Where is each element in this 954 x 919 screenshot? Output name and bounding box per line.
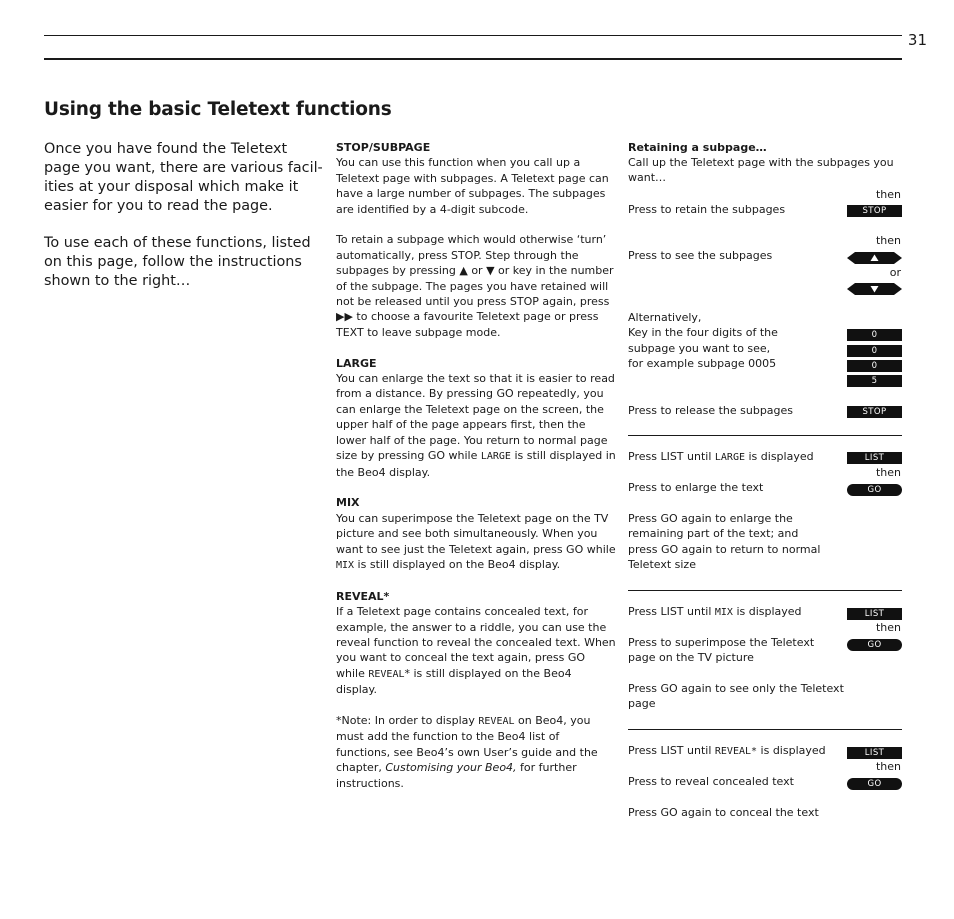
- list-key: LIST: [847, 452, 902, 464]
- then-label: then: [875, 760, 901, 773]
- down-arrow-key: [847, 283, 902, 295]
- section-divider: [628, 590, 902, 591]
- mix-display-text: MIX: [336, 559, 355, 571]
- go-key: GO: [847, 639, 902, 651]
- digit-key: 0: [847, 360, 902, 372]
- section-divider: [628, 729, 902, 730]
- digit-key: 0: [847, 329, 902, 341]
- then-label: then: [875, 621, 901, 634]
- mix-list-text: Press LIST until MIX is displayed: [628, 605, 802, 618]
- retain-subpage-text: To retain a subpage which would otherwise ‘turn’ automatically, press STOP. Step through the subpages by pressing ▲ or ▼ or key in the number of the subpage. The pages you have retained will not be released until you press STOP again, press ▶▶ to choose a favourite Teletext page or press TEXT to leave subpage mode.: [336, 233, 614, 339]
- alternative-text: Alternatively, Key in the four digits of the subpage you want to see, for example subpage 0005: [628, 311, 778, 371]
- or-label: or: [889, 266, 901, 279]
- go-again-conceal-text: Press GO again to conceal the text: [628, 806, 819, 819]
- go-key: GO: [847, 484, 902, 496]
- reveal-display-text: REVEAL: [368, 668, 405, 680]
- stop-subpage-heading: STOP/SUBPAGE: [336, 141, 431, 154]
- header-rule-bottom: [44, 58, 902, 60]
- digit-key: 5: [847, 375, 902, 387]
- stop-subpage-text: You can use this function when you call up a Teletext page with subpages. A Teletext page can have a large number of subpages. The subpages are identified by a 4-digit subcode.: [336, 156, 609, 216]
- retain-heading: Retaining a subpage…: [628, 141, 767, 154]
- stop-key: STOP: [847, 406, 902, 418]
- page-number: 31: [907, 31, 927, 49]
- press-enlarge-text: Press to enlarge the text: [628, 481, 764, 494]
- digit-key: 0: [847, 345, 902, 357]
- stop-key: STOP: [847, 205, 902, 217]
- then-label: then: [875, 466, 901, 479]
- go-key: GO: [847, 778, 902, 790]
- then-label: then: [875, 188, 901, 201]
- page-title: Using the basic Teletext functions: [44, 99, 392, 120]
- list-key: LIST: [847, 608, 902, 620]
- press-superimpose-text: Press to superimpose the Teletext page on the TV picture: [628, 636, 815, 665]
- reveal-heading: REVEAL*: [336, 589, 390, 603]
- press-reveal-text: Press to reveal concealed text: [628, 775, 794, 788]
- down-arrow-icon: [847, 283, 902, 295]
- mix-heading: MIX: [336, 496, 360, 510]
- intro-paragraph-2: To use each of these functions, listed on this page, follow the instructions shown to the right…: [44, 235, 311, 289]
- large-display-text: LARGE: [480, 451, 511, 463]
- function-descriptions: STOP/SUBPAGE You can use this function when you call up a Teletext page with subpages. A Teletext page can have a large number of subpages. The subpages are identified by a 4-digit subcode. To retain a subpage which would otherwise ‘turn’ automatically, press STOP. Step through the subpages by pressing ▲ or ▼ or key in the number of the subpage. The pages you have retained will not be released until you press STOP again, press ▶▶ to choose a favourite Teletext page or press TEXT to leave subpage mode. LARGE You can enlarge the text so that it is easier to read from a distance. By pressing GO repeatedly, you can enlarge the Teletext page on the screen, the upper half of the page appears first, then the lower half of the page. You return to normal page size by pressing GO while LARGE is still displayed in the Beo4 display. MIX You can superimpose the Teletext page on the TV picture and see both simultaneously. When you want to see just the Teletext again, press GO while MIX is still displayed on the Beo4 display. REVEAL* If a Teletext page contains concealed text, for example, the answer to a riddle, you can use the reveal function to reveal the concealed text. When you want to conceal the text again, press GO while REVEAL* is still displayed on the Beo4 display. *Note: In order to display REVEAL on Beo4, you must add the function to the Beo4 list of functions, see Beo4’s own User’s guide and the chapter, Customising your Beo4, for further instructions.: [336, 141, 616, 790]
- intro-paragraph-1: Once you have found the Teletext page you want, there are various facil- ities at your disposal which make it easier for you to read the page.: [44, 141, 323, 214]
- section-divider: [628, 435, 902, 436]
- reveal-list-text: Press LIST until REVEAL* is displayed: [628, 744, 826, 757]
- retain-intro: Call up the Teletext page with the subpages you want…: [628, 156, 894, 185]
- list-key: LIST: [847, 747, 902, 759]
- up-arrow-icon: [847, 252, 902, 264]
- header-rule-top: [44, 35, 902, 36]
- go-again-mix-text: Press GO again to see only the Teletext page: [628, 682, 844, 711]
- large-list-text: Press LIST until LARGE is displayed: [628, 450, 814, 463]
- press-see-text: Press to see the subpages: [628, 249, 773, 262]
- press-retain-text: Press to retain the subpages: [628, 203, 786, 216]
- large-heading: LARGE: [336, 356, 377, 370]
- press-release-text: Press to release the subpages: [628, 404, 794, 417]
- reveal-note: *Note: In order to display REVEAL on Beo4, you must add the function to the Beo4 list of functions, see Beo4’s own User’s guide and the chapter, Customising your Beo4, for further instructions.: [336, 713, 598, 790]
- then-label: then: [875, 234, 901, 247]
- up-arrow-key: [847, 252, 902, 264]
- go-again-large-text: Press GO again to enlarge the remaining part of the text; and press GO again to return to normal Teletext size: [628, 512, 821, 572]
